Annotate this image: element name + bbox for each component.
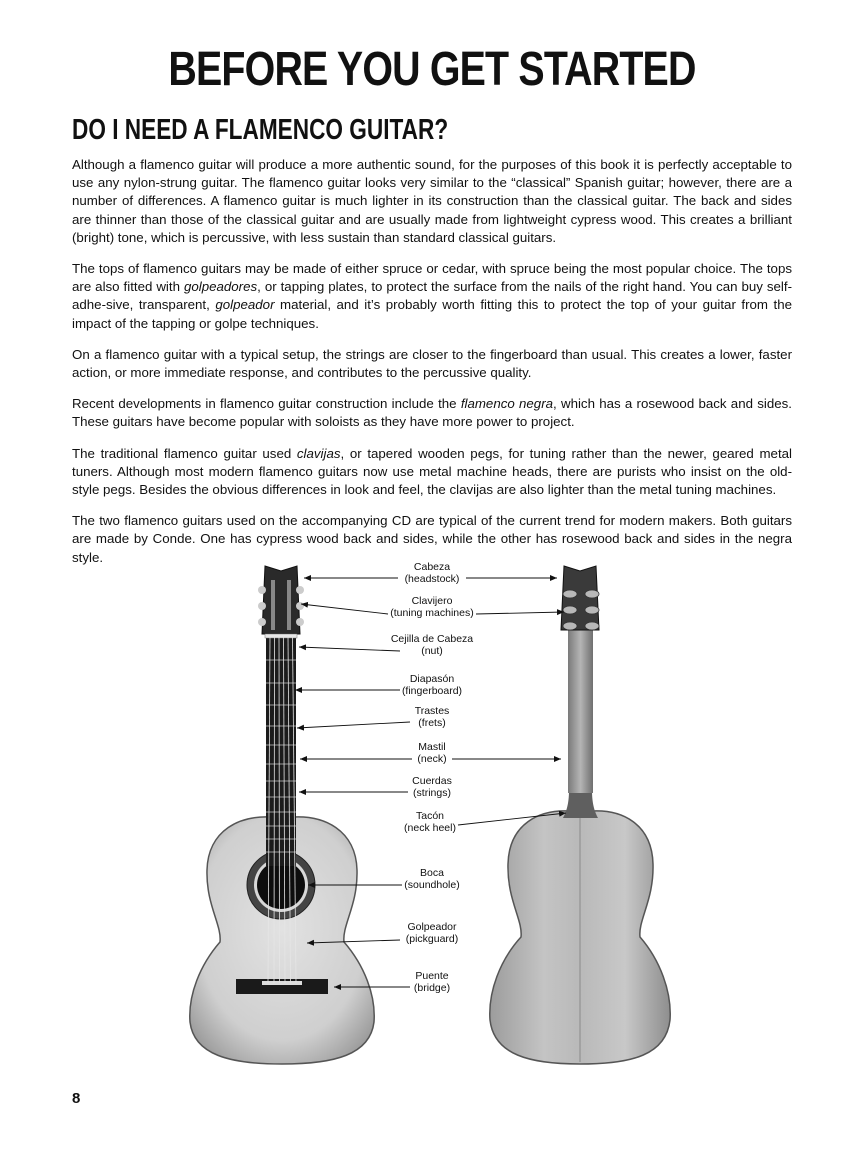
diagram-labels: [390, 561, 473, 994]
guitar-anatomy-diagram: [0, 550, 864, 1080]
arrow-clavijero-front: [301, 604, 388, 614]
paragraph-6: The two flamenco guitars used on the accompanying CD are typical of the current trend for modern makers. Both guitars are made by Conde. One has cypress wood back and sides, while the other has rosewood back and sides in the negra style.: [72, 513, 792, 565]
label-fingerboard: (fingerboard): [401, 685, 463, 697]
front-guitar: [190, 566, 374, 1064]
back-guitar: [490, 566, 670, 1064]
paragraph-5: The traditional flamenco guitar used clavijas, or tapered wooden pegs, for tuning rather than the newer, geared metal tuners. Although most modern flamenco guitars now use metal machine heads, there are purists who insist on the old-style pegs. Besides the obvious differences in look and feel, the clavijas are also lighter than the metal tuning machines.: [72, 445, 792, 498]
label-puente: Puente: [415, 970, 449, 982]
label-neck: (neck): [417, 753, 447, 765]
label-neck-heel: (neck heel): [404, 822, 456, 834]
back-neck-icon: [568, 628, 593, 793]
arrow-nut: [299, 647, 400, 651]
label-cejilla: Cejilla de Cabeza: [390, 633, 474, 645]
label-mastil: Mastil: [418, 741, 446, 753]
paragraph-2: The tops of flamenco guitars may be made of either spruce or cedar, with spruce being the most popular choice. The tops are also fitted with golpeadores, or tapping plates, to protect the surface from the nails of the right hand. You can buy self-adhe-sive, transparent, golpeador material, and it’s probably worth fitting this to protect the top of your guitar from the impact of the tapping or golpe techniques.: [72, 261, 793, 331]
label-clavijero: Clavijero: [411, 595, 453, 607]
arrow-frets: [297, 722, 410, 728]
label-pickguard: (pickguard): [405, 933, 459, 945]
paragraph-4: Recent developments in flamenco guitar construction include the flamenco negra, which has a rosewood back and sides. These guitars have become popular with soloists as they have more power to project.: [72, 396, 792, 430]
page-number: 8: [72, 1090, 81, 1107]
section-heading: DO I NEED A FLAMENCO GUITAR?: [72, 114, 449, 146]
fingerboard-icon: [266, 636, 296, 866]
label-bridge: (bridge): [413, 982, 451, 994]
label-golpeador: Golpeador: [407, 921, 457, 933]
label-cabeza: Cabeza: [413, 561, 451, 573]
label-diapason: Diapasón: [409, 673, 455, 685]
body-text: [72, 156, 792, 580]
label-cuerdas: Cuerdas: [412, 775, 452, 787]
label-trastes: Trastes: [414, 705, 450, 717]
label-tuning-machines: (tuning machines): [390, 607, 474, 619]
label-tacon: Tacón: [415, 810, 445, 822]
label-nut: (nut): [421, 645, 443, 657]
soundhole-icon: [257, 861, 305, 909]
label-headstock: (headstock): [404, 573, 460, 585]
page-title: BEFORE YOU GET STARTED: [168, 43, 696, 96]
headstock-icon: [262, 566, 300, 634]
label-frets: (frets): [418, 717, 446, 729]
label-boca: Boca: [420, 867, 444, 879]
label-soundhole: (soundhole): [404, 879, 460, 891]
neck-heel-icon: [563, 790, 598, 818]
label-strings: (strings): [413, 787, 451, 799]
arrow-clavijero-back: [476, 612, 564, 614]
paragraph-1: Although a flamenco guitar will produce a more authentic sound, for the purposes of this book it is perfectly acceptable to use any nylon-strung guitar. The flamenco guitar looks very similar to the “classical” Spanish guitar; however, there are a number of differences. A flamenco guitar is much lighter in its construction than the classical guitar. The back and sides are thinner than those of the classical guitar and are usually made from lightweight cypress wood. This creates a brilliant (bright) tone, which is percussive, with less sustain than standard classical guitars.: [72, 157, 792, 245]
paragraph-3: On a flamenco guitar with a typical setup, the strings are closer to the fingerboard than usual. This creates a lower, faster action, or more immediate response, and contributes to the percussive quality.: [72, 346, 792, 381]
